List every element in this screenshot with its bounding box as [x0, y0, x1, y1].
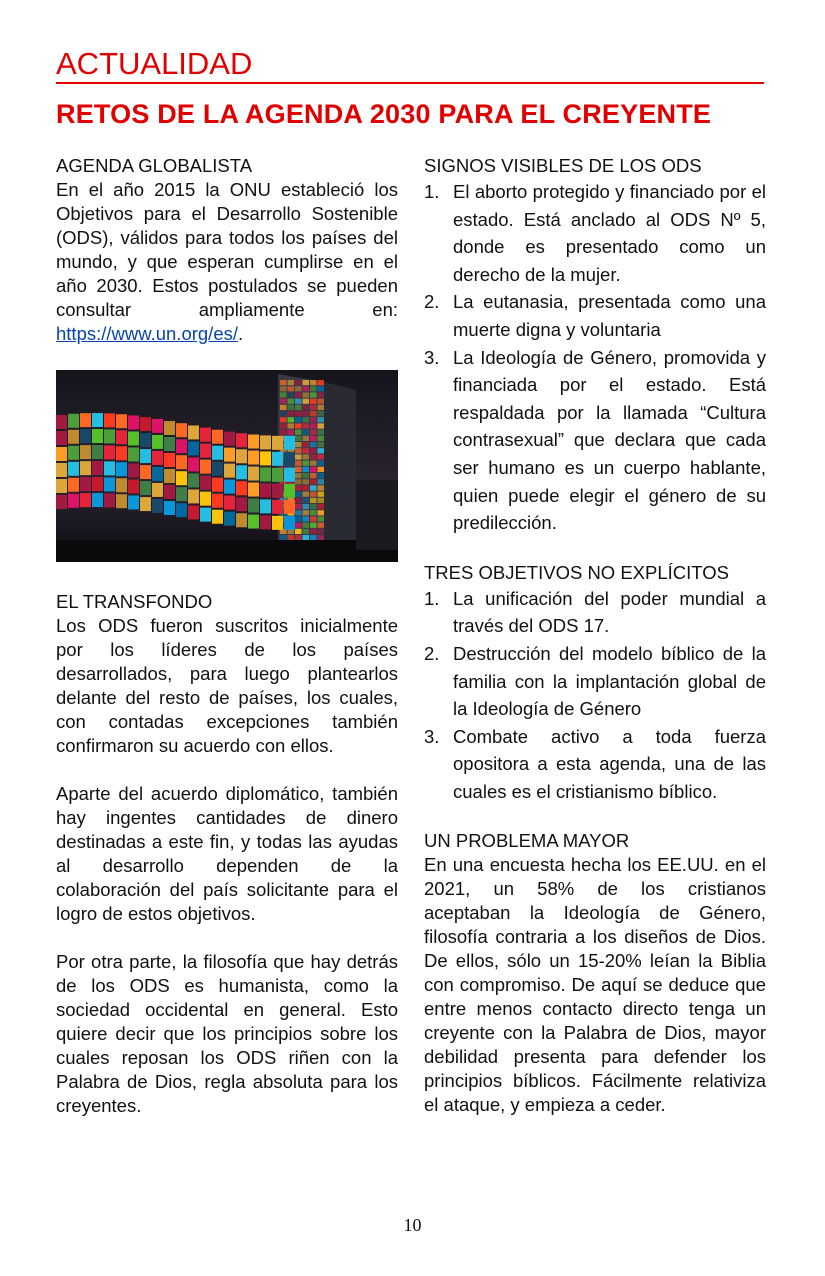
paragraph-block: [56, 782, 398, 926]
tower-tile: [303, 411, 310, 416]
numbered-list: [424, 585, 766, 806]
tower-tile: [295, 492, 302, 497]
tower-tile: [280, 417, 287, 422]
band-tile: [176, 455, 187, 469]
tower-tile: [310, 399, 317, 404]
tower-tile: [310, 498, 317, 503]
tower-tile: [310, 523, 317, 528]
tower-tile: [280, 392, 287, 397]
tower-tile: [303, 479, 310, 484]
tower-tile: [280, 380, 287, 385]
list-text: Destrucción del modelo bíblico de la familia con la implantación global de la Ideología de Género: [453, 642, 766, 720]
band-tile: [116, 430, 127, 444]
section-heading: UN PROBLEMA MAYOR: [424, 830, 630, 852]
band-tile: [188, 441, 199, 455]
tower-tile: [310, 436, 317, 441]
band-tile: [224, 448, 235, 462]
tower-tile: [310, 516, 317, 521]
list-item: [424, 723, 766, 806]
band-tile: [152, 451, 163, 465]
tower-tile: [310, 535, 317, 540]
tower-tile: [318, 411, 325, 416]
section-heading: TRES OBJETIVOS NO EXPLÍCITOS: [424, 561, 729, 583]
tower-tile: [280, 386, 287, 391]
list-text: La eutanasia, presentada como una muerte digna y voluntaria: [453, 291, 766, 340]
tower-tile: [310, 423, 317, 428]
tower-tile: [295, 417, 302, 422]
band-tile: [92, 445, 103, 459]
band-tile: [68, 430, 79, 444]
tower-tile: [303, 485, 310, 490]
band-tile: [104, 413, 115, 427]
section-signos-visibles: [424, 154, 766, 537]
tower-tile: [318, 492, 325, 497]
tower-tile: [295, 504, 302, 509]
band-tile: [128, 431, 139, 445]
band-tile: [284, 468, 295, 482]
band-tile: [56, 431, 67, 445]
band-tile: [176, 471, 187, 485]
band-tile: [128, 447, 139, 461]
band-tile: [56, 479, 67, 493]
band-tile: [92, 429, 103, 443]
tower-tile: [295, 485, 302, 490]
tower-tile: [310, 430, 317, 435]
tower-tile: [318, 392, 325, 397]
band-tile: [68, 478, 79, 492]
tower-tile: [295, 411, 302, 416]
section-objetivos-no-explicitos: [424, 561, 766, 806]
band-tile: [236, 433, 247, 447]
band-tile: [236, 497, 247, 511]
tower-tile: [288, 399, 295, 404]
band-tile: [68, 462, 79, 476]
tower-tile: [318, 454, 325, 459]
tower-tile: [303, 430, 310, 435]
tower-tile: [295, 479, 302, 484]
tower-tile: [303, 423, 310, 428]
band-tile: [212, 494, 223, 508]
band-tile: [260, 499, 271, 513]
band-tile: [212, 430, 223, 444]
band-tile: [236, 449, 247, 463]
tower-tile: [318, 430, 325, 435]
band-tile: [212, 478, 223, 492]
tower-tile: [280, 423, 287, 428]
band-tile: [80, 493, 91, 507]
tower-tile: [318, 510, 325, 515]
band-tile: [188, 489, 199, 503]
band-tile: [104, 445, 115, 459]
paragraph-text: En el año 2015 la ONU estableció los Objetivos para el Desarrollo Sostenible (ODS), válidos para todos los países del mundo, y que esperan cumplirse en el año 2030. Estos postulados se pueden consultar ampliamente en:: [56, 179, 398, 320]
section-agenda-globalista: [56, 154, 398, 346]
band-tile: [56, 447, 67, 461]
section-heading: SIGNOS VISIBLES DE LOS ODS: [424, 155, 702, 176]
tower-tile: [280, 399, 287, 404]
tower-tile: [295, 535, 302, 540]
band-tile: [200, 492, 211, 506]
tower-tile: [318, 523, 325, 528]
tower-tile: [310, 411, 317, 416]
band-tile: [104, 477, 115, 491]
list-item: [424, 344, 766, 537]
tower-tile: [288, 386, 295, 391]
list-text: El aborto protegido y financiado por el estado. Está anclado al ODS Nº 5, donde es presentado como un derecho de la mujer.: [453, 181, 766, 285]
tower-tile: [318, 504, 325, 509]
tower-tile: [310, 479, 317, 484]
tower-tile: [280, 411, 287, 416]
list-item: [424, 585, 766, 640]
tower-tile: [318, 467, 325, 472]
band-tile: [260, 451, 271, 465]
list-number: 1.: [424, 587, 440, 609]
tower-tile: [303, 516, 310, 521]
band-tile: [188, 473, 199, 487]
band-tile: [236, 465, 247, 479]
band-tile: [140, 497, 151, 511]
tower-tile: [310, 380, 317, 385]
tower-tile: [295, 436, 302, 441]
band-tile: [224, 496, 235, 510]
article-title: RETOS DE LA AGENDA 2030 PARA EL CREYENTE: [56, 99, 712, 129]
band-tile: [164, 485, 175, 499]
tower-tile: [318, 485, 325, 490]
tower-tile: [310, 504, 317, 509]
band-tile: [128, 479, 139, 493]
tower-tile: [288, 430, 295, 435]
paragraph: [56, 178, 398, 346]
tower-tile: [318, 386, 325, 391]
band-tile: [200, 476, 211, 490]
band-tile: [116, 446, 127, 460]
band-tile: [104, 493, 115, 507]
band-tile: [92, 477, 103, 491]
tower-tile: [318, 479, 325, 484]
list-item: [424, 178, 766, 288]
tower-tile: [303, 492, 310, 497]
tower-tile: [280, 405, 287, 410]
tower-tile: [310, 417, 317, 422]
tower-tile: [303, 386, 310, 391]
tower-tile: [303, 392, 310, 397]
list-item: [424, 288, 766, 343]
band-tile: [224, 480, 235, 494]
paragraph: En una encuesta hecha los EE.UU. en el 2021, un 58% de los cristianos aceptaban la Ideología de Género, filosofía contraria a los diseños de Dios. De ellos, sólo un 15-20% leían la Biblia con compromiso. De aquí se deduce que entre menos contacto directo tenga un creyente con la Palabra de Dios, mayor debilidad presenta para defender los principios bíblicos. Fácilmente relativiza el ataque, y empieza a ceder.: [424, 854, 766, 1116]
tower-tile: [318, 423, 325, 428]
tower-tile: [318, 498, 325, 503]
tower-tile: [288, 411, 295, 416]
band-tile: [176, 487, 187, 501]
band-tile: [176, 439, 187, 453]
tower-tile: [303, 529, 310, 534]
tower-tile: [310, 492, 317, 497]
un-building-image: [56, 370, 398, 562]
band-tile: [56, 495, 67, 509]
tower-tile: [288, 392, 295, 397]
tower-tile: [310, 392, 317, 397]
band-tile: [272, 500, 283, 514]
tower-tile: [295, 448, 302, 453]
list-item: [424, 640, 766, 723]
page-number: 10: [403, 1215, 422, 1235]
tower-tile: [295, 380, 302, 385]
tower-tile: [303, 399, 310, 404]
band-tile: [200, 444, 211, 458]
tower-tile: [295, 392, 302, 397]
tower-tile: [288, 405, 295, 410]
paragraph: Por otra parte, la filosofía que hay detrás de los ODS es humanista, como la sociedad occidental en general. Esto quiere decir que los principios sobre los cuales reposan los ODS riñen con la Palabra de Dios, regla absoluta para los creyentes.: [56, 951, 398, 1116]
tower-tile: [310, 467, 317, 472]
tower-tile: [318, 442, 325, 447]
un-building-illustration: [56, 370, 398, 562]
band-tile: [152, 483, 163, 497]
band-tile: [92, 413, 103, 427]
tower-tile: [310, 473, 317, 478]
tower-tile: [303, 461, 310, 466]
band-tile: [164, 421, 175, 435]
band-tile: [140, 449, 151, 463]
band-tile: [272, 484, 283, 498]
list-text: Combate activo a toda fuerza opositora a esta agenda, una de las cuales es el cristianismo bíblico.: [453, 725, 766, 802]
tower-tile: [310, 454, 317, 459]
tower-tile: [310, 529, 317, 534]
tower-tile: [303, 405, 310, 410]
tower-tile: [303, 473, 310, 478]
tower-tile: [280, 430, 287, 435]
tower-tile: [318, 461, 325, 466]
band-tile: [284, 516, 295, 530]
band-tile: [116, 478, 127, 492]
tower-tile: [303, 436, 310, 441]
list-number: 2.: [424, 291, 440, 313]
band-tile: [248, 499, 259, 513]
tower-tile: [295, 498, 302, 503]
band-tile: [92, 461, 103, 475]
band-tile: [248, 483, 259, 497]
tower-tile: [318, 417, 325, 422]
tower-tile: [303, 417, 310, 422]
band-tile: [272, 452, 283, 466]
tower-tile: [303, 454, 310, 459]
band-tile: [248, 435, 259, 449]
list-number: 3.: [424, 725, 440, 747]
band-tile: [128, 415, 139, 429]
tower-tile: [303, 510, 310, 515]
band-tile: [80, 477, 91, 491]
list-text: La Ideología de Género, promovida y financiada por el estado. Está respaldada por la llamada “Cultura contrasexual” que declara que cada ser humano es un cuerpo hablante, quien puede elegir el género de su predilección.: [453, 346, 766, 534]
band-tile: [200, 428, 211, 442]
band-tile: [68, 414, 79, 428]
band-tile: [248, 451, 259, 465]
list-number: 2.: [424, 642, 440, 664]
band-tile: [224, 432, 235, 446]
tower-tile: [288, 417, 295, 422]
tower-tile: [295, 523, 302, 528]
band-tile: [176, 423, 187, 437]
tower-tile: [303, 448, 310, 453]
tower-tile: [295, 405, 302, 410]
list-text: La unificación del poder mundial a través del ODS 17.: [453, 587, 766, 637]
tower-tile: [318, 535, 325, 540]
band-tile: [140, 481, 151, 495]
tower-tile: [318, 380, 325, 385]
tower-tile: [295, 467, 302, 472]
section-problema-mayor: [424, 829, 766, 1117]
band-tile: [224, 464, 235, 478]
band-tile: [152, 499, 163, 513]
tower-tile: [318, 436, 325, 441]
band-tile: [56, 463, 67, 477]
band-tile: [152, 419, 163, 433]
tower-tile: [310, 461, 317, 466]
tower-tile: [310, 510, 317, 515]
paragraph-block: [56, 950, 398, 1118]
band-tile: [104, 461, 115, 475]
band-tile: [116, 462, 127, 476]
tower-tile: [295, 516, 302, 521]
band-tile: [68, 494, 79, 508]
link-period: .: [238, 323, 244, 344]
tower-tile: [295, 423, 302, 428]
tower-tile: [288, 380, 295, 385]
band-tile: [248, 515, 259, 529]
band-tile: [104, 429, 115, 443]
band-tile: [188, 505, 199, 519]
tower-tile: [310, 442, 317, 447]
band-tile: [128, 495, 139, 509]
tower-tile: [318, 448, 325, 453]
band-tile: [80, 461, 91, 475]
tower-tile: [295, 454, 302, 459]
tower-tile: [310, 448, 317, 453]
band-tile: [284, 436, 295, 450]
tower-tile: [310, 405, 317, 410]
tower-tile: [288, 535, 295, 540]
band-tile: [224, 512, 235, 526]
band-tile: [164, 453, 175, 467]
band-tile: [92, 493, 103, 507]
tower-tile: [303, 380, 310, 385]
band-tile: [164, 469, 175, 483]
section-label: ACTUALIDAD: [56, 46, 764, 84]
band-tile: [140, 417, 151, 431]
band-tile: [152, 435, 163, 449]
band-tile: [236, 481, 247, 495]
band-tile: [212, 462, 223, 476]
tower-tile: [310, 386, 317, 391]
tower-tile: [288, 423, 295, 428]
tower-tile: [303, 442, 310, 447]
tower-tile: [295, 442, 302, 447]
band-tile: [284, 452, 295, 466]
band-tile: [188, 457, 199, 471]
band-tile: [56, 415, 67, 429]
section-heading: EL TRANSFONDO: [56, 591, 213, 612]
band-tile: [128, 463, 139, 477]
band-tile: [80, 429, 91, 443]
band-tile: [176, 503, 187, 517]
band-tile: [152, 467, 163, 481]
tower-tile: [295, 386, 302, 391]
band-tile: [68, 446, 79, 460]
band-tile: [200, 508, 211, 522]
section-transfondo: [56, 590, 398, 758]
tower-tile: [303, 535, 310, 540]
tower-tile: [295, 529, 302, 534]
band-tile: [212, 446, 223, 460]
band-tile: [272, 436, 283, 450]
band-tile: [188, 425, 199, 439]
band-tile: [140, 433, 151, 447]
un-link[interactable]: https://www.un.org/es/: [56, 323, 239, 344]
band-tile: [116, 414, 127, 428]
tower-tile: [295, 461, 302, 466]
tower-tile: [295, 399, 302, 404]
band-tile: [140, 465, 151, 479]
paragraph: Aparte del acuerdo diplomático, también hay ingentes cantidades de dinero destinadas a este fin, y todas las ayudas al desarrollo dependen de la colaboración del país solicitante para el logro de estos objetivos.: [56, 783, 398, 924]
list-number: 1.: [424, 181, 440, 202]
tower-tile: [303, 523, 310, 528]
band-tile: [80, 445, 91, 459]
band-tile: [200, 460, 211, 474]
band-tile: [260, 483, 271, 497]
tower-tile: [318, 529, 325, 534]
numbered-list: [424, 178, 766, 537]
band-tile: [248, 467, 259, 481]
tower-tile: [318, 516, 325, 521]
section-heading: AGENDA GLOBALISTA: [56, 155, 253, 176]
band-tile: [116, 494, 127, 508]
tower-tile: [310, 485, 317, 490]
tower-tile: [303, 467, 310, 472]
tower-tile: [295, 430, 302, 435]
band-tile: [80, 413, 91, 427]
band-tile: [272, 516, 283, 530]
tower-tile: [295, 510, 302, 515]
list-number: 3.: [424, 346, 440, 368]
band-tile: [284, 484, 295, 498]
tower-tile: [318, 473, 325, 478]
tower-tile: [280, 535, 287, 540]
band-tile: [284, 500, 295, 514]
band-tile: [260, 467, 271, 481]
band-tile: [260, 515, 271, 529]
band-tile: [164, 437, 175, 451]
band-tile: [212, 510, 223, 524]
left-column: [56, 154, 398, 1142]
band-tile: [236, 513, 247, 527]
band-tile: [272, 468, 283, 482]
tower-tile: [303, 504, 310, 509]
band-tile: [260, 435, 271, 449]
tower-tile: [318, 405, 325, 410]
tower-tile: [318, 399, 325, 404]
band-tile: [164, 501, 175, 515]
paragraph: Los ODS fueron suscritos inicialmente por los líderes de los países desarrollados, para luego plantearlos delante del resto de países, los cuales, con contadas excepciones también confirmaron su acuerdo con ellos.: [56, 615, 398, 756]
right-column: [424, 154, 766, 1141]
tower-tile: [295, 473, 302, 478]
tower-tile: [303, 498, 310, 503]
